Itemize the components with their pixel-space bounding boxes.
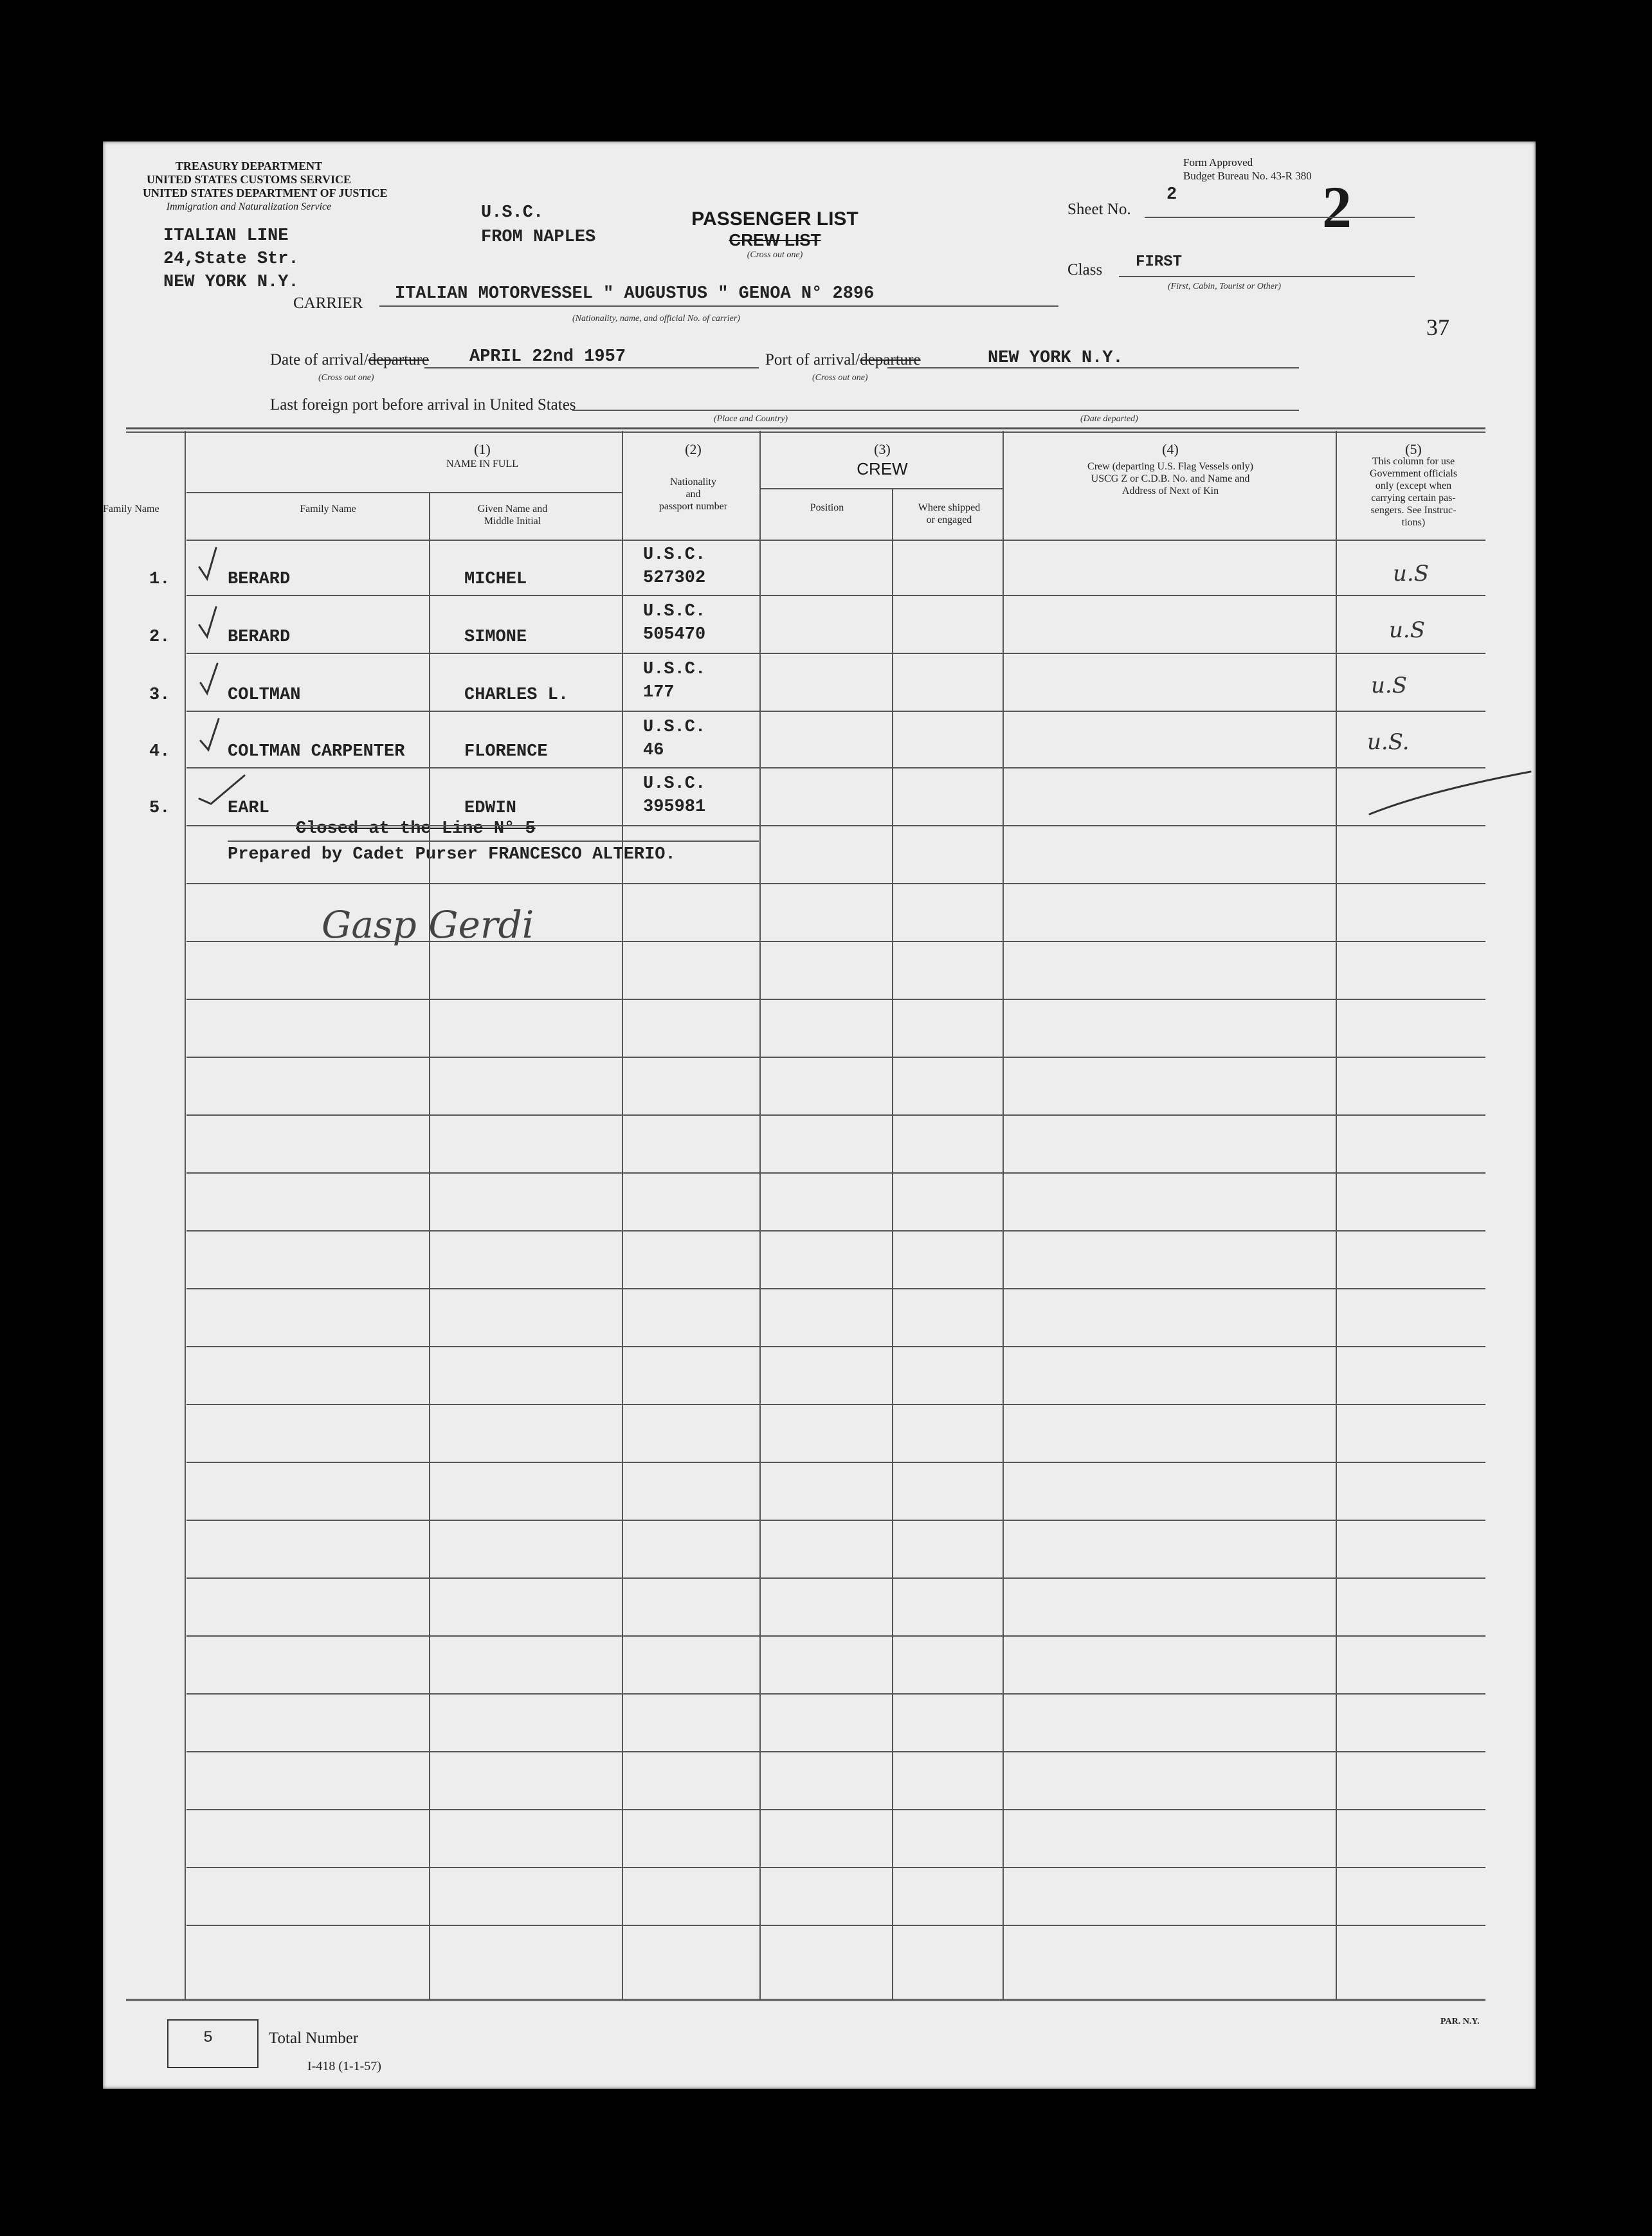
- official-mark: u.S: [1371, 673, 1407, 698]
- page-number: 37: [1426, 314, 1449, 340]
- given-name: CHARLES L.: [464, 686, 569, 705]
- carrier-label: CARRIER: [293, 295, 363, 312]
- family-name: COLTMAN CARPENTER: [228, 742, 405, 761]
- family-name: COLTMAN: [228, 686, 301, 705]
- arrival-date: APRIL 22nd 1957: [469, 347, 626, 367]
- nationality-header-col: Nationality and passport number: [658, 477, 728, 512]
- official-use-header: This column for use Government officials only (except when carrying certain pas- sengers. See Instruc- tions): [1369, 456, 1458, 528]
- sheet-value-small: 2: [1166, 185, 1177, 205]
- agency-line: Immigration and Naturalization Service: [166, 201, 332, 212]
- last-port-label: Last foreign port before arrival in United States: [270, 396, 576, 414]
- passport-number: 505470: [643, 625, 706, 644]
- nationality-header: U.S.C.: [481, 203, 544, 223]
- class-note: (First, Cabin, Tourist or Other): [1168, 282, 1282, 291]
- list-title: PASSENGER LIST CREW LIST (Cross out one): [669, 208, 881, 260]
- crew-kin-header: Crew (departing U.S. Flag Vessels only) USCG Z or C.D.B. No. and Name and Address of Next of Kin: [1087, 461, 1253, 496]
- total-value: 5: [203, 2028, 213, 2047]
- arrival-label: Date of arrival/departure: [270, 351, 430, 368]
- row-number: 3.: [149, 686, 170, 705]
- company-line: 24,State Str.: [163, 250, 299, 269]
- form-id: I-418 (1-1-57): [307, 2059, 381, 2073]
- closed-note: Closed at the Line N° 5: [296, 819, 536, 839]
- official-mark: u.S: [1393, 561, 1429, 586]
- passport-number: 46: [643, 741, 664, 760]
- nationality: U.S.C.: [643, 718, 706, 737]
- given-name: FLORENCE: [464, 742, 548, 761]
- agency-line: UNITED STATES DEPARTMENT OF JUSTICE: [143, 186, 388, 199]
- family-name: BERARD: [228, 570, 291, 589]
- family-name: EARL: [228, 799, 269, 818]
- port-note: (Cross out one): [812, 373, 868, 383]
- carrier-note: (Nationality, name, and official No. of carrier): [572, 314, 740, 323]
- family-name-header: Family Name: [300, 504, 356, 514]
- given-name: EDWIN: [464, 799, 517, 818]
- form-grid: [103, 141, 1536, 2089]
- class-value: FIRST: [1136, 253, 1183, 271]
- given-name: MICHEL: [464, 570, 527, 589]
- company-line: NEW YORK N.Y.: [163, 273, 299, 292]
- sheet-label: Sheet No.: [1067, 201, 1131, 218]
- agency-line: TREASURY DEPARTMENT: [175, 159, 323, 172]
- position-header: Position: [810, 502, 844, 513]
- official-mark: u.S: [1389, 617, 1425, 643]
- row-number: 1.: [149, 570, 170, 589]
- crew-list-title: CREW LIST: [729, 230, 821, 250]
- date-departed-note: (Date departed): [1080, 414, 1138, 424]
- nationality: U.S.C.: [643, 602, 706, 621]
- from-port: FROM NAPLES: [481, 228, 596, 247]
- company-line: ITALIAN LINE: [163, 226, 289, 246]
- passport-number: 527302: [643, 568, 706, 588]
- port-label: Port of arrival/departure: [765, 351, 921, 368]
- row-number: 2.: [149, 628, 170, 647]
- agency-line: UNITED STATES CUSTOMS SERVICE: [147, 173, 351, 186]
- given-name: SIMONE: [464, 628, 527, 647]
- row-number: 4.: [149, 742, 170, 761]
- signature: Gasp Gerdi: [322, 903, 534, 947]
- official-mark: u.S.: [1367, 729, 1410, 755]
- nationality: U.S.C.: [643, 660, 706, 679]
- form-approved: Form Approved Budget Bureau No. 43-R 380: [1183, 156, 1312, 182]
- family-name: BERARD: [228, 628, 291, 647]
- printer-mark: PAR. N.Y.: [1440, 2017, 1480, 2026]
- port-value: NEW YORK N.Y.: [988, 349, 1123, 368]
- total-label: Total Number: [269, 2030, 359, 2047]
- nationality: U.S.C.: [643, 774, 706, 794]
- arrival-note: (Cross out one): [318, 373, 374, 383]
- nationality: U.S.C.: [643, 545, 706, 565]
- prepared-by: Prepared by Cadet Purser FRANCESCO ALTERIO.: [228, 845, 676, 864]
- place-note: (Place and Country): [714, 414, 788, 424]
- carrier-value: ITALIAN MOTORVESSEL " AUGUSTUS " GENOA N° 2896: [395, 284, 875, 304]
- passenger-list-title: PASSENGER LIST: [691, 208, 858, 230]
- class-label: Class: [1067, 261, 1103, 278]
- passport-number: 395981: [643, 797, 706, 817]
- row-number: 5.: [149, 799, 170, 818]
- crew-header: CREW: [857, 459, 908, 478]
- sheet-value-large: 2: [1322, 174, 1352, 240]
- passport-number: 177: [643, 683, 675, 702]
- given-name-header: Given Name and Middle Initial: [477, 504, 548, 527]
- where-header: Where shipped or engaged: [918, 502, 981, 525]
- form-page: TREASURY DEPARTMENT UNITED STATES CUSTOMS SERVICE UNITED STATES DEPARTMENT OF JUSTICE Immigration and Naturalization Service Form Approved Budget Bureau No. 43-R 380 ITALIAN LINE 24,State Str. NEW YORK N.Y. U.S.C. FROM NAPLES PASSENGER LIST CREW LIST (Cross out one) Sheet No. 2 2 Class FIRST (First, Cabin, Tourist or Other) 37 CARRIER ITALIAN MOTORVESSEL " AUGUSTUS " GENOA N° 2896 (Nationality, name, and official No. of carrier) Date of arrival/departure APRIL 22nd 1957 (Cross out one) Port of arrival/departure NEW YORK N.Y. (Cross out one) Last foreign port before arrival in United States (Place and Country) (Date departed) (1) NAME IN FULL Family Name Family Name Given Name and Middle Initial (2) Nationality and passport number (3) CREW Position Where shipped or engaged (4) Crew (departing U.S. Flag Vessels only) USCG Z or C.D.B. No. and Name and Address of Next of Kin (5) This column for use Government officials only (except when carrying certain pas- sengers. See Instruc- tions) 1. BERARD MICHEL U.S.C. 527302 u.S 2. BERARD SIMONE U.S.C. 505470 u.S 3. COLTMAN CHARLES L. U.S.C. 177 u.S 4. COLTMAN CARPENTER FLORENCE U.S.C. 46 u.S. 5. EARL EDWIN U.S.C. 395981 Closed at the Line N° 5 Prepared by Cadet Purser FRANCESCO ALTERIO. Gasp Gerdi 5 Total Number I-418 (1-1-57) PAR. N.Y.: [103, 141, 1536, 2089]
